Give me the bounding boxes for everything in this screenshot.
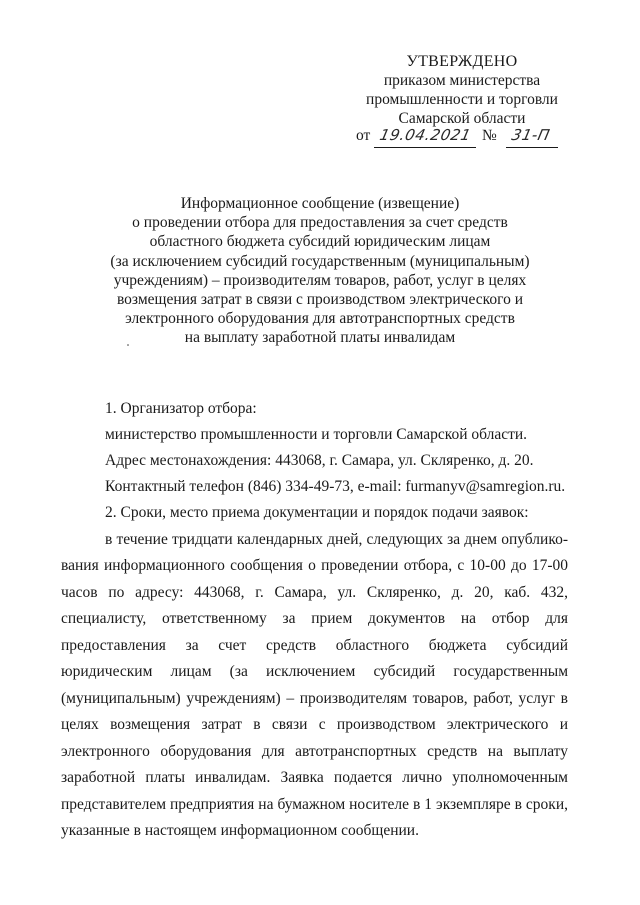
section-1-title: 1. Организатор отбора: [105,400,257,417]
heading-line: о проведении отбора для предоставления за счет средств [132,214,508,232]
paragraph-line: часов по адресу: 443068, г. Самара, ул. Скляренко, д. 20, каб. 432, [61,584,568,601]
notice-heading [80,194,560,348]
order-date-field [374,127,476,148]
heading-line: возмещения затрат в связи с производством электрического и [116,291,524,309]
paragraph-line: предоставления за счет средств областного бюджета субсидий [61,637,568,654]
organizer-name: министерство промышленности и торговли Самарской области. [105,426,528,443]
heading-line: (за исключением субсидий государственным (муниципальным) [110,252,530,270]
scan-speck [127,344,129,346]
approval-line-1: приказом министерства [383,72,541,89]
paragraph-line: специалисту, ответственному за прием документов на отбор для [61,610,568,627]
paragraph-line: целях возмещения затрат в связи с производством электрического и [61,716,568,733]
paragraph-line: электронного оборудования для автотранспортных средств на выплату [61,743,568,760]
approval-line-2: промышленности и торговли [366,91,558,108]
order-from-label: от [356,127,371,144]
order-number-label: № [482,127,497,144]
paragraph-line: заработной платы инвалидам. Заявка подается лично уполномоченным [61,769,568,786]
organizer-address: Адрес местонахождения: 443068, г. Самара, ул. Скляренко, д. 20. [105,452,534,469]
paragraph-line: (муниципальным) учреждениям) – производителям товаров, работ, услуг в [61,690,568,707]
approval-title: УТВЕРЖДЕНО [406,53,518,70]
paragraph-line: представителем предприятия на бумажном носителе в 1 экземпляре в сроки, [61,796,568,813]
order-reference [356,127,566,149]
approval-block [352,52,572,128]
section-2-title: 2. Сроки, место приема документации и порядок подачи заявок: [105,504,529,521]
organizer-contacts: Контактный телефон (846) 334-49-73, e-mail: furmanyv@samregion.ru. [105,478,566,495]
paragraph-line: юридическим лицам (за исключением субсидий государственным [61,663,568,680]
order-date-handwritten: 19.04.2021 [378,126,473,144]
order-number-field [506,127,558,148]
heading-line: на выплату заработной платы инвалидам [184,329,456,347]
heading-line: электронного оборудования для автотранспортных средств [125,310,515,328]
heading-line: областного бюджета субсидий юридическим лицам [149,233,491,251]
order-number-handwritten: 31-П [510,126,552,144]
heading-line: учреждениям) – производителям товаров, работ, услуг в целях [113,271,527,289]
paragraph-line: вания информационного сообщения о проведении отбора, с 10-00 до 17-00 [61,557,568,574]
paragraph-last-line: указанные в настоящем информационном сообщении. [61,822,419,839]
paragraph-line: в течение тридцати календарных дней, следующих за днем опублико- [105,531,568,548]
approval-line-3: Самарской области [398,110,526,127]
heading-line: Информационное сообщение (извещение) [180,195,460,212]
